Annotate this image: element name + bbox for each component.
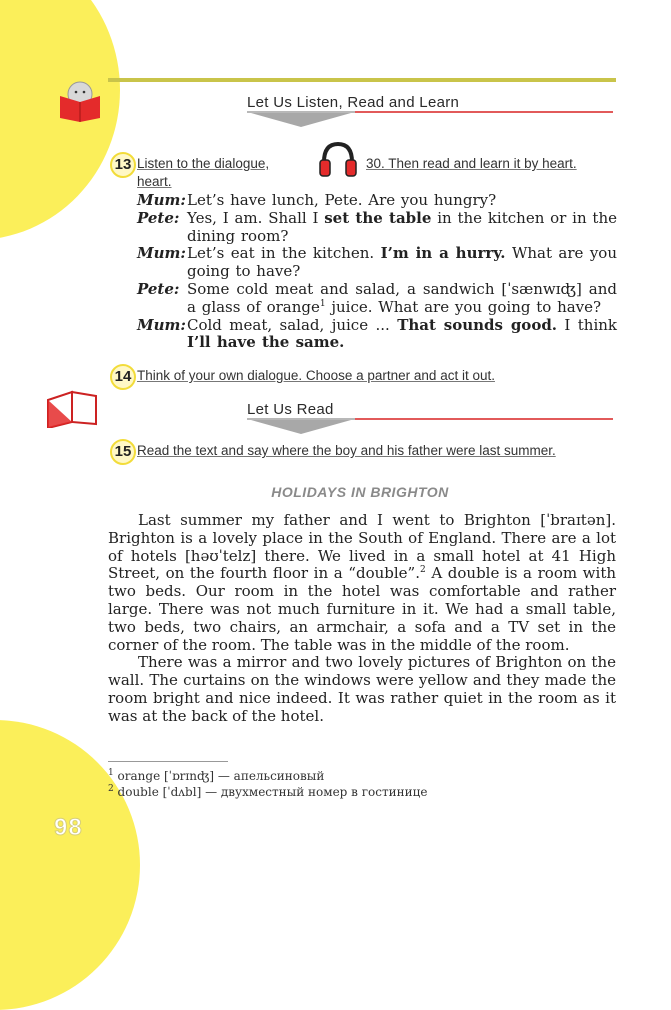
footnote-ref-1: 1 <box>319 298 326 309</box>
open-book-icon <box>44 388 100 428</box>
exercise-13-instruction-wrap: heart. <box>137 174 172 189</box>
exercise-15-badge: 15 <box>110 439 136 465</box>
exercise-14-badge: 14 <box>110 364 136 390</box>
exercise-13-instruction-end: 30. Then read and learn it by heart. <box>366 156 577 171</box>
dialogue-phrase-bold: set the table <box>324 208 432 227</box>
footnote-rule <box>108 761 228 762</box>
dialogue <box>137 192 617 352</box>
section2-underline <box>355 418 613 420</box>
dialogue-text <box>187 281 617 317</box>
exercise-15-instruction: Read the text and say where the boy and his father were last summer. <box>137 443 556 458</box>
section1-underline <box>355 111 613 113</box>
reading-paragraph-1 <box>108 512 616 654</box>
section2-arrow <box>251 420 351 434</box>
headphones-icon[interactable] <box>318 140 358 178</box>
dialogue-speaker: Pete: <box>137 279 180 298</box>
exercise-13-instruction-start: Listen to the dialogue, <box>137 156 270 171</box>
dialogue-phrase: Cold meat, salad, juice ... <box>187 315 398 334</box>
section1-arrow <box>251 113 351 127</box>
dialogue-phrase: in the kitchen or in the dining room? <box>187 208 617 245</box>
top-rule <box>108 78 616 82</box>
dialogue-text <box>187 317 617 353</box>
dialogue-text <box>187 210 617 246</box>
section-title-let-us-read: Let Us Read <box>247 401 334 418</box>
dialogue-phrase: Some cold meat and salad, a sandwich [ˈsænwɪʤ] and a glass of orange <box>187 279 617 316</box>
dialogue-phrase-bold: I’ll have the same. <box>187 333 345 352</box>
dialogue-phrase: Let’s eat in the kitchen. <box>187 244 381 263</box>
footnote-text: double [ˈdʌbl] — двухместный номер в гостинице <box>113 785 428 799</box>
reading-paragraph-2: There was a mirror and two lovely pictures of Brighton on the wall. The curtains on the windows were yellow and they made the room bright and nice indeed. It was rather quiet in the room as it was at the back of the hotel. <box>108 653 616 725</box>
exercise-14-instruction: Think of your own dialogue. Choose a partner and act it out. <box>137 368 495 383</box>
footnotes <box>108 768 427 800</box>
dialogue-phrase-bold: That sounds good. <box>397 315 558 334</box>
dialogue-phrase: Let’s have lunch, Pete. Are you hungry? <box>187 191 497 209</box>
section-title-listen-read-learn: Let Us Listen, Read and Learn <box>247 94 460 111</box>
dialogue-line <box>137 245 617 281</box>
reading-text <box>108 512 616 726</box>
footnote-number: 1 <box>108 768 114 778</box>
dialogue-speaker: Mum: <box>137 191 186 209</box>
dialogue-phrase: What are you going to have? <box>187 244 617 281</box>
dialogue-speaker: Mum: <box>137 244 186 263</box>
page-number: 98 <box>54 814 83 841</box>
footnote-ref-2: 2 <box>419 565 426 576</box>
footnote-number: 2 <box>108 784 114 794</box>
dialogue-phrase-bold: I’m in a hurry. <box>380 244 506 263</box>
dialogue-line <box>137 281 617 317</box>
dialogue-line <box>137 192 617 210</box>
dialogue-phrase: I think <box>557 315 617 334</box>
reading-paragraph-1-part-b: A double is a room with two beds. Our room in the hotel was comfortable and rather large. There was not much furniture in it. We had a small table, two beds, two chairs, an armchair, a sofa and a TV set in the corner of the room. The table was in the middle of the room. <box>108 564 617 654</box>
dialogue-speaker: Pete: <box>137 208 180 227</box>
dialogue-phrase: juice. What are you going to have? <box>325 297 602 316</box>
dialogue-text <box>187 245 617 281</box>
text-title: HOLIDAYS IN BRIGHTON <box>271 484 449 500</box>
dialogue-phrase: Yes, I am. Shall I <box>187 208 325 227</box>
footnote-item <box>108 768 427 784</box>
exercise-13-badge: 13 <box>110 152 136 178</box>
footnote-item <box>108 784 427 800</box>
footnote-text: orange [ˈɒrɪnʤ] — апельсиновый <box>113 769 325 783</box>
reading-paragraph-1-part-a: Last summer my father and I went to Brighton [ˈbraɪtən]. Brighton is a lovely place in the South of England. There are a lot of hotels [həʊˈtelz] there. We lived in a small hotel at 41 High Street, on the fourth floor in a “double”. <box>108 511 616 583</box>
decor-bottom-blob <box>0 720 140 1010</box>
dialogue-text <box>187 192 496 210</box>
student-reading-icon <box>56 78 104 122</box>
dialogue-line <box>137 210 617 246</box>
dialogue-line <box>137 317 617 353</box>
dialogue-speaker: Mum: <box>137 315 186 334</box>
